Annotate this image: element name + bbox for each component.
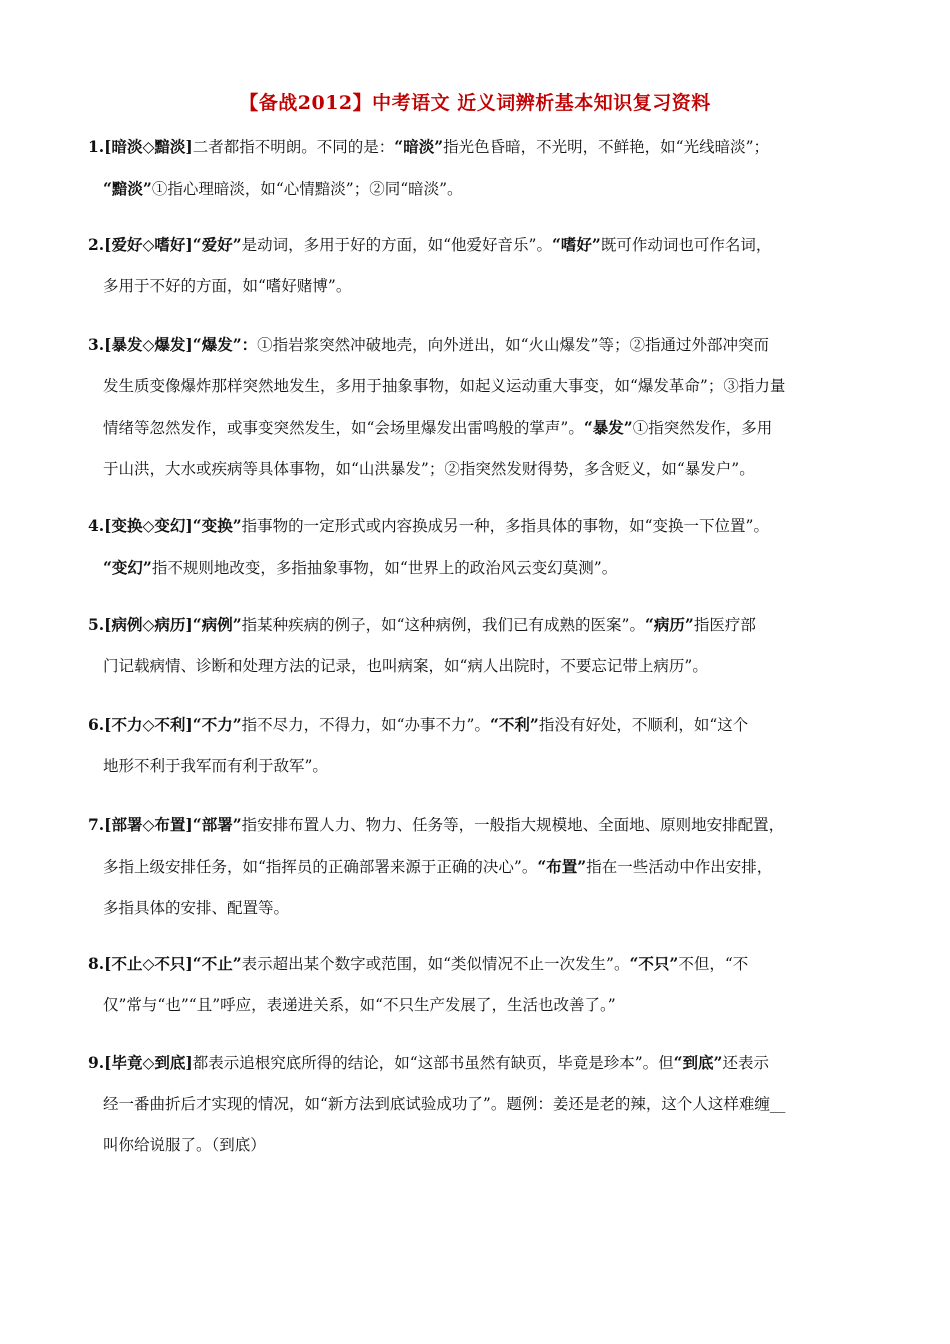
entry-line	[88, 168, 870, 210]
body-text: ①指突然发作，多用	[632, 419, 773, 437]
entry-1	[88, 126, 870, 210]
body-text: 发生质变像爆炸那样突然地发生，多用于抽象事物，如起义运动重大事变，如“爆发革命”；③指力量	[103, 377, 786, 395]
body-text: 多用于不好的方面，如“嗜好赌博”。	[103, 277, 352, 295]
term-text: “部署”	[192, 815, 242, 834]
entry-line	[88, 407, 870, 449]
term-text: “爱好”	[192, 235, 242, 254]
entry-3	[88, 324, 870, 490]
entry-line	[88, 324, 870, 366]
entry-line	[88, 366, 870, 407]
term-text: “暗淡”	[394, 137, 444, 156]
term-text: “爆发”：	[192, 335, 258, 354]
body-text: 不但，“不	[678, 955, 749, 973]
body-text: 经一番曲折后才实现的情况，如“新方法到底试验成功了”。题例：姜还是老的辣，这个人这样难缠__	[103, 1095, 786, 1113]
entry-5	[88, 604, 870, 687]
entry-line	[88, 126, 870, 168]
entry-9	[88, 1042, 870, 1166]
entry-line	[88, 449, 870, 490]
term-text: “不力”	[192, 715, 242, 734]
entry-line	[88, 1125, 870, 1166]
entry-6	[88, 704, 870, 787]
term-text: “嗜好”	[551, 235, 601, 254]
body-text: 指事物的一定形式或内容换成另一种，多指具体的事物，如“变换一下位置”。	[241, 517, 769, 535]
term-text: “病例”	[192, 615, 242, 634]
entry-7	[88, 804, 870, 929]
entry-2	[88, 224, 870, 307]
entry-line	[88, 804, 870, 846]
entry-line	[88, 224, 870, 266]
document-title: 【备战2012】中考语文 近义词辨析基本知识复习资料	[239, 92, 711, 114]
body-text: ①指岩浆突然冲破地壳，向外迸出，如“火山爆发”等；②指通过外部冲突而	[257, 336, 769, 354]
body-text: ①指心理暗淡，如“心情黯淡”；②同“暗淡”。	[151, 180, 463, 198]
body-text: 门记载病情、诊断和处理方法的记录，也叫病案，如“病人出院时，不要忘记带上病历”。	[103, 657, 708, 675]
term-text: “布置”	[537, 857, 587, 876]
term-text: 3.[暴发◇爆发]	[88, 335, 193, 354]
body-text: 仅”常与“也”“且”呼应，表递进关系，如“不只生产发展了，生活也改善了。”	[103, 996, 616, 1014]
entry-line	[88, 846, 870, 888]
term-text: 1.[暗淡◇黯淡]	[88, 137, 193, 156]
body-text: 指不尽力，不得力，如“办事不力”。	[241, 716, 490, 734]
term-text: “变幻”	[103, 558, 152, 577]
term-text: 6.[不力◇不利]	[88, 715, 193, 734]
entry-line	[88, 746, 870, 787]
body-text: 多指上级安排任务，如“指挥员的正确部署来源于正确的决心”。	[103, 858, 538, 876]
term-text: “黯淡”	[103, 179, 152, 198]
entry-line	[88, 1084, 870, 1125]
entry-line	[88, 888, 870, 929]
body-text: 指医疗部	[693, 616, 756, 634]
entry-line	[88, 505, 870, 547]
term-text: “不利”	[489, 715, 539, 734]
entry-line	[88, 604, 870, 646]
term-text: “病历”	[644, 615, 694, 634]
entry-line	[88, 1042, 870, 1084]
body-text: 还表示	[722, 1054, 769, 1072]
body-text: 表示超出某个数字或范围，如“类似情况不止一次发生”。	[241, 955, 630, 973]
term-text: “不止”	[192, 954, 242, 973]
entry-line	[88, 985, 870, 1026]
body-text: 指不规则地改变，多指抽象事物，如“世界上的政治风云变幻莫测”。	[151, 559, 618, 577]
body-text: 情绪等忽然发作，或事变突然发生，如“会场里爆发出雷鸣般的掌声”。	[103, 419, 584, 437]
body-text: 二者都指不明朗。不同的是：	[192, 138, 395, 156]
entry-line	[88, 943, 870, 985]
body-text: 是动词，多用于好的方面，如“他爱好音乐”。	[241, 236, 552, 254]
term-text: 8.[不止◇不只]	[88, 954, 193, 973]
body-text: 于山洪，大水或疾病等具体事物，如“山洪暴发”；②指突然发财得势，多含贬义，如“暴发户”。	[103, 460, 755, 478]
body-text: 都表示追根究底所得的结论，如“这部书虽然有缺页，毕竟是珍本”。但	[192, 1054, 674, 1072]
term-text: 9.[毕竟◇到底]	[88, 1053, 193, 1072]
entry-line	[88, 646, 870, 687]
term-text: “不只”	[629, 954, 679, 973]
body-text: 指没有好处，不顺利，如“这个	[538, 716, 749, 734]
term-text: 5.[病例◇病历]	[88, 615, 193, 634]
term-text: 7.[部署◇布置]	[88, 815, 193, 834]
entry-line	[88, 704, 870, 746]
entry-line	[88, 266, 870, 307]
body-text: 指光色昏暗，不光明，不鲜艳，如“光线暗淡”；	[443, 138, 769, 156]
entry-line	[88, 547, 870, 589]
term-text: “到底”	[673, 1053, 723, 1072]
body-text: 指某种疾病的例子，如“这种病例，我们已有成熟的医案”。	[241, 616, 645, 634]
term-text: 2.[爱好◇嗜好]	[88, 235, 193, 254]
body-text: 地形不利于我军而有利于敌军”。	[103, 757, 328, 775]
body-text: 多指具体的安排、配置等。	[103, 899, 290, 917]
body-text: 指在一些活动中作出安排，	[586, 858, 773, 876]
term-text: “变换”	[192, 516, 242, 535]
term-text: “暴发”	[583, 418, 633, 437]
body-text: 叫你给说服了。（到底）	[103, 1136, 266, 1154]
entry-8	[88, 943, 870, 1026]
body-text: 指安排布置人力、物力、任务等，一般指大规模地、全面地、原则地安排配置，	[241, 816, 785, 834]
term-text: 4.[变换◇变幻]	[88, 516, 193, 535]
body-text: 既可作动词也可作名词，	[600, 236, 772, 254]
entry-4	[88, 505, 870, 589]
